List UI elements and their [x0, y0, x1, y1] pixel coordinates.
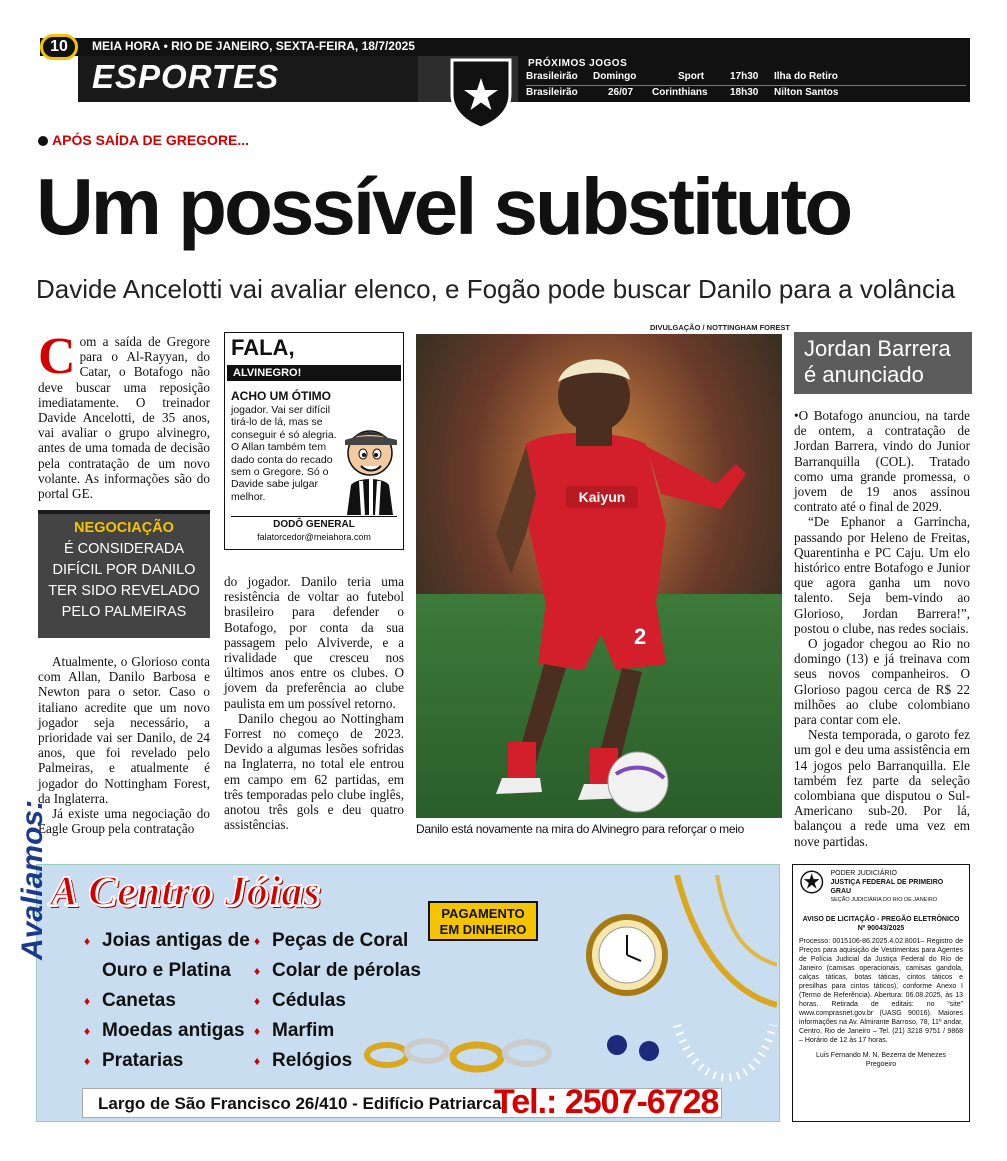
legal-org: PODER JUDICIÁRIO — [830, 870, 897, 877]
list-item: ♦ Moedas antigas — [84, 1016, 254, 1046]
list-item: ♦ Marfim — [254, 1016, 424, 1046]
legal-org: SEÇÃO JUDICIÁRIA DO RIO DE JANEIRO — [830, 897, 938, 903]
payment-badge: PAGAMENTO EM DINHEIRO — [428, 901, 538, 941]
list-item: ♦ Pratarias — [84, 1046, 254, 1076]
ad-address: Largo de São Francisco 26/410 - Edifício Patriarca — [98, 1094, 502, 1113]
game-opponent: Corinthians — [652, 87, 708, 98]
pull-quote-box — [38, 510, 210, 638]
pull-quote-text: É CONSIDERADA DIFÍCIL POR DANILO TER SIDO REVELADO PELO PALMEIRAS — [48, 541, 200, 620]
game-competition: Brasileirão — [526, 87, 578, 98]
dateline-text: • RIO DE JANEIRO, SEXTA-FEIRA, 18/7/2025 — [163, 39, 415, 53]
paragraph: Já existe uma negociação do Eagle Group pela contratação — [38, 806, 210, 837]
player-photo — [416, 334, 782, 818]
fan-email: falatorcedor@meiahora.com — [257, 532, 371, 542]
fan-cartoon-icon — [339, 415, 401, 515]
fan-box-subtitle: ALVINEGRO! — [227, 365, 401, 381]
sidebar-body — [794, 408, 970, 849]
legal-org: JUSTIÇA FEDERAL DE PRIMEIRO GRAU — [830, 879, 944, 895]
paragraph: “De Ephanor a Garrincha, passando por Heleno de Freitas, Quarentinha e PC Caju. Um elo histórico entre Botafogo e Junior que agora ganha um novo talento. Seja bem-vindo ao Glorioso, Jordan Barrera!”, postou o clube, nas redes sociais. — [794, 514, 970, 636]
game-time: 18h30 — [730, 87, 759, 98]
legal-role: Pregoeiro — [865, 1061, 897, 1068]
fan-quote-text: jogador. Vai ser difícil tirá-lo de lá, mas se conseguir é só alegria. O Allan também tem dado conta do recado sem o Gregore. Só o Davide sabe julgar melhor. — [231, 404, 337, 503]
paragraph: O jogador chegou ao Rio no domingo (13) e já treinava com seus novos companheiros. O Glorioso pagou cerca de R$ 22 milhões ao clube colombiano para contar com ele. — [794, 636, 970, 728]
coat-of-arms-icon — [799, 869, 824, 895]
fan-quote-title: ACHO UM ÓTIMO — [231, 389, 331, 403]
jewelry-illustration — [577, 875, 777, 1095]
drop-cap: C — [38, 328, 76, 385]
dateline — [92, 39, 415, 53]
game-date: 26/07 — [608, 87, 634, 98]
kicker-text: APÓS SAÍDA DE GREGORE... — [52, 132, 250, 148]
list-item: ♦ Canetas — [84, 986, 254, 1016]
game-time: 17h30 — [730, 71, 759, 82]
next-games-title: PRÓXIMOS JOGOS — [528, 58, 628, 69]
game-date: Domingo — [593, 71, 637, 82]
page-number: 10 — [40, 34, 78, 60]
paragraph: •O Botafogo anunciou, na tarde de ontem, a contratação de Jordan Barrera, vindo do Junior Barranquilla (COL). Tratado como uma grande promessa, o jovem de 19 anos assinou contrato até o final de 2029. — [794, 408, 970, 515]
divider — [231, 516, 397, 517]
ad-items-right — [254, 926, 424, 1076]
shirt-sponsor: Kaiyun — [578, 489, 626, 505]
paragraph: Danilo chegou ao Nottingham Forrest no começo de 2023. Devido a algumas lesões sofridas na Inglaterra, no total ele entrou em campo em 62 partidas, em três temporadas pelo clube inglês, anotou três gols e deu quatro assistências. — [224, 710, 404, 833]
legal-title: AVISO DE LICITAÇÃO - PREGÃO ELETRÔNICO Nº 90043/2025 — [802, 916, 960, 932]
ad-title: A Centro Jóias — [50, 869, 321, 915]
list-item: ♦ Colar de pérolas — [254, 956, 424, 986]
list-item: ♦ Peças de Coral — [254, 926, 424, 956]
legal-notice — [792, 864, 970, 1122]
paragraph: do jogador. Danilo teria uma resistência de voltar ao futebol brasileiro para defender o Botafogo, por conta da sua passagem pelo Alviverde, e a rivalidade que cresceu nos últimos anos entre os clubes. O jovem da preferência ao clube paulista em um possível retorno. — [224, 574, 404, 711]
photo-credit: DIVULGAÇÃO / NOTTINGHAM FOREST — [650, 323, 790, 332]
photo-caption: Danilo está novamente na mira do Alvinegro para reforçar o meio — [416, 822, 744, 836]
list-item: ♦ Cédulas — [254, 986, 424, 1016]
article-col2 — [224, 574, 404, 832]
list-item: ♦ Relógios — [254, 1046, 424, 1076]
legal-body: Processo: 0015106-86.2025.4.02.8001– Registro de Preços para aquisição de Vestimentas para Agentes de Polícia Judicial da Justiça Federal do Rio de Janeiro (camisas operacionais, camisas gandola, calças táticas, botas táticas, cintos táticos e presilhas para cintos táticos), conforme Anexo I (Termo de Referência). Abertura: 06.08.2025, às 13 horas. Retirada de editais: no “site” www.comprasnet.gov.br (UASG 90016). Maiores informações na Av. Almirante Barroso, 78, 11º andar, Centro, Rio de Janeiro – Tel. (21) 3218 9751 / 9868 – Horário de 12 às 17 horas. — [799, 938, 963, 1044]
next-games-box — [518, 56, 970, 102]
legal-signer: Luis Fernando M. N. Bezerra de Menezes — [816, 1052, 946, 1059]
ad-side-label: Avaliamos: — [16, 799, 49, 960]
game-venue: Nilton Santos — [774, 87, 839, 98]
fan-box-title: FALA, — [231, 335, 295, 360]
paragraph: Atualmente, o Glorioso conta com Allan, Danilo Barbosa e Newton para o setor. Caso o italiano acredite que um novo jogador seja necessário, a prioridade vai ser Danilo, de 24 anos, que foi revelado pelo Palmeiras, e atualmente é jogador do Nottingham Forest, da Inglaterra. — [38, 654, 210, 806]
paragraph: Nesta temporada, o garoto fez um gol e deu uma assistência em 14 jogos pelo Barranquilla. Ele também fez parte da seleção colombiana que disputou o Sul-Americano sub-20. Por lá, balançou a rede uma vez em nove partidas. — [794, 727, 970, 849]
list-item: ♦ Joias antigas de Ouro e Platina — [84, 926, 254, 986]
paragraph: om a saída de Gregore para o Al-Rayyan, do Catar, o Botafogo não deve buscar uma reposição imediatamente. O treinador Davide Ancelotti, de 35 anos, vai avaliar o grupo alvinegro, antes de uma tomada de decisão pela contratação de um novo volante. As informações são do portal GE. — [38, 334, 210, 502]
pull-quote-label: NEGOCIAÇÃO — [74, 520, 174, 536]
botafogo-crest-icon — [448, 56, 514, 130]
subheadline: Davide Ancelotti vai avaliar elenco, e Fogão pode buscar Danilo para a volância — [36, 274, 956, 304]
bullet-icon — [38, 136, 48, 146]
kicker — [38, 132, 249, 148]
game-opponent: Sport — [678, 71, 705, 82]
section-title: ESPORTES — [92, 58, 280, 95]
article-col1-bottom — [38, 654, 210, 836]
divider — [526, 85, 966, 86]
game-venue: Ilha do Retiro — [774, 71, 838, 82]
ad-items-left — [84, 926, 254, 1076]
next-game-row — [518, 71, 970, 84]
fan-opinion-box — [224, 332, 404, 550]
game-competition: Brasileirão — [526, 71, 578, 82]
ad-phone: Tel.: 2507-6728 — [494, 1083, 719, 1121]
shirt-number: 2 — [634, 624, 647, 649]
fan-author: DODÔ GENERAL — [273, 519, 355, 530]
headline: Um possível substituto — [36, 162, 851, 251]
publication-name: MEIA HORA — [92, 39, 161, 53]
next-game-row — [518, 87, 970, 100]
article-col1-top — [38, 328, 210, 502]
sidebar-title: Jordan Barrera é anunciado — [794, 332, 972, 394]
